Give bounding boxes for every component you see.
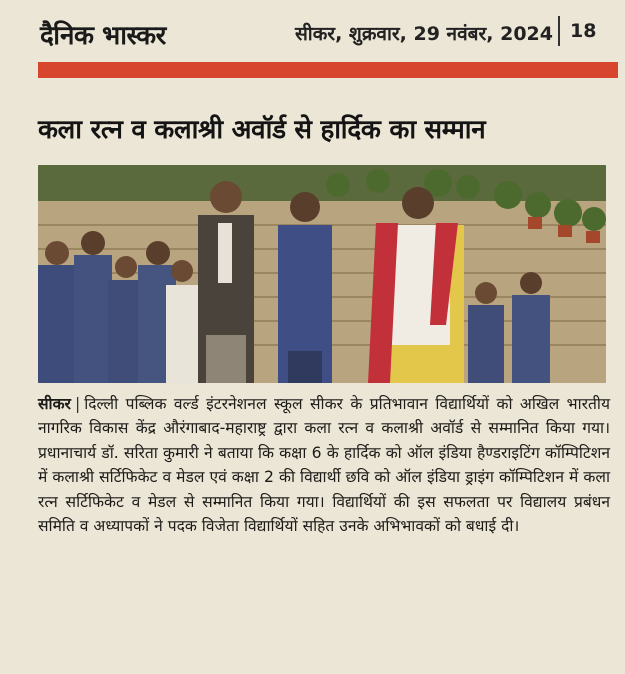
- page-number: 18: [570, 20, 597, 42]
- article-dateline: सीकर: [38, 395, 71, 413]
- students-with-teachers-photo: [38, 165, 606, 383]
- masthead: [0, 0, 625, 62]
- article-text: दिल्ली पब्लिक वर्ल्ड इंटरनेशनल स्कूल सीकर के प्रतिभावान विद्यार्थियों को अखिल भारतीय नागरिक विकास केंद्र औरंगाबाद-महाराष्ट्र द्वारा कला रत्न व कलाश्री अवॉर्ड से सम्मानित किया गया। प्रधानाचार्य डॉ. सरिता कुमारी ने बताया कि कक्षा 6 के हार्दिक को ऑल इंडिया हैण्डराइटिंग कॉम्पिटिशन में कलाश्री सर्टिफिकेट व मेडल एवं कक्षा 2 की विद्यार्थी छवि को ऑल इंडिया ड्राइंग कॉम्पिटिशन में कला रत्न सर्टिफिकेट व मेडल से सम्मानित किया गया। विद्यार्थियों की इस सफलता पर विद्यालय प्रबंधन समिति व अध्यापकों ने पदक विजेता विद्यार्थियों सहित उनके अभिभावकों को बधाई दी।: [38, 395, 610, 536]
- article-headline: कला रत्न व कलाश्री अवॉर्ड से हार्दिक का सम्मान: [38, 115, 486, 145]
- dateline-separator: |: [74, 395, 81, 413]
- newspaper-name: दैनिक भास्कर: [40, 21, 166, 51]
- edition-dateline: सीकर, शुक्रवार, 29 नवंबर, 2024: [294, 23, 553, 45]
- section-red-rule: [38, 62, 618, 78]
- page-number-divider: [558, 16, 560, 46]
- article-body: [38, 392, 610, 538]
